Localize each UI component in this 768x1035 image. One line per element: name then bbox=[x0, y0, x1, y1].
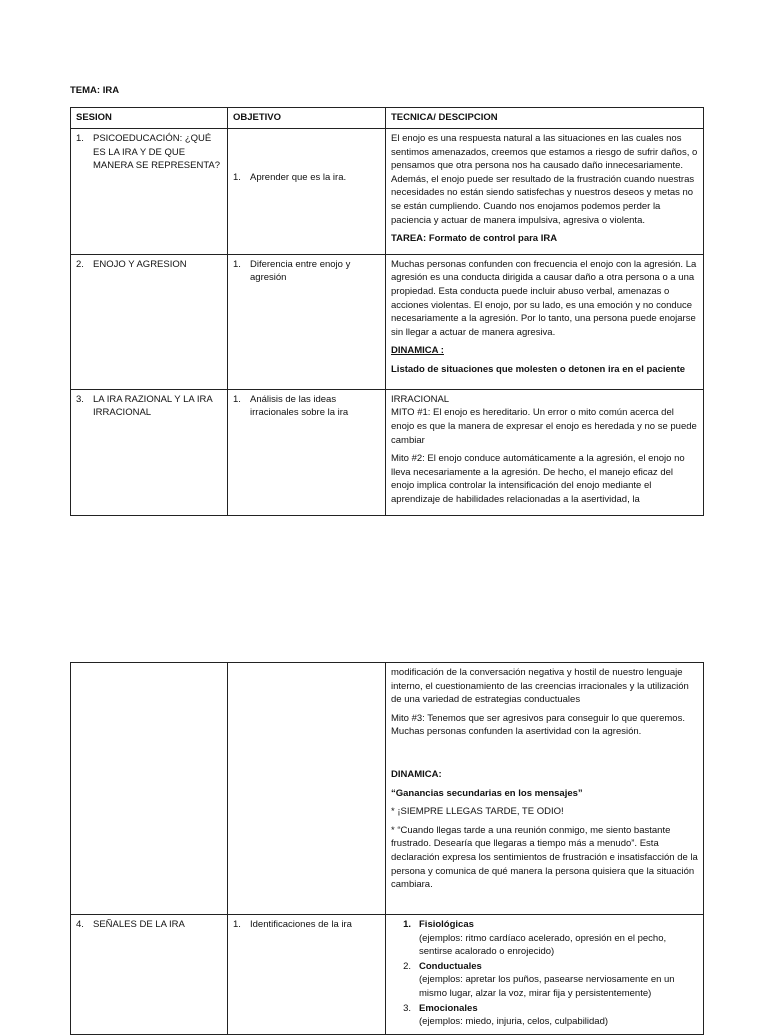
technique-cell bbox=[386, 254, 704, 389]
session-number: 3. bbox=[76, 393, 84, 405]
technique-heading: IRRACIONAL bbox=[391, 393, 450, 405]
technique-cell bbox=[386, 663, 704, 915]
sessions-table bbox=[70, 107, 704, 516]
list-number: 2. bbox=[403, 960, 411, 972]
session-cell bbox=[71, 663, 228, 915]
dynamic-description: Listado de situaciones que molesten o detonen ira en el paciente bbox=[391, 363, 686, 375]
objective-cell bbox=[228, 254, 386, 389]
myth-2-continuation: modificación de la conversación negativa y hostil de nuestro lenguaje interno, el cuestionamiento de las creencias irracionales y la utilización de una variedad de estrategias conductuales bbox=[391, 667, 689, 706]
myth-2: Mito #2: El enojo conduce automáticamente a la agresión, el enojo no lleva necesariamente a la agresión. De hecho, el manejo eficaz del enojo implica controlar la intensificación del enojo mediante el aprendizaje de habilidades relacionadas a la asertividad, la bbox=[391, 453, 685, 505]
list-number: 3. bbox=[403, 1002, 411, 1014]
table-header-row bbox=[71, 108, 704, 129]
list-number: 1. bbox=[403, 919, 411, 930]
objective-cell bbox=[228, 129, 386, 255]
objective-text: Análisis de las ideas irracionales sobre la ira bbox=[250, 393, 349, 419]
dynamic-label: DINAMICA: bbox=[391, 768, 442, 780]
objective-cell bbox=[228, 915, 386, 1035]
session-cell bbox=[71, 129, 228, 255]
session-title: PSICOEDUCACIÓN: ¿QUÉ ES LA IRA Y DE QUE MANERA SE REPRESENTA? bbox=[93, 133, 221, 172]
list-item bbox=[391, 918, 698, 959]
header-tecnica: TECNICA/ DESCIPCION bbox=[386, 108, 704, 129]
session-title: ENOJO Y AGRESION bbox=[93, 258, 187, 270]
sign-description: (ejemplos: apretar los puños, pasearse nerviosamente en un mismo lugar, alzar la voz, mirar fija y persistentemente) bbox=[419, 974, 675, 999]
sign-description: (ejemplos: miedo, injuria, celos, culpabilidad) bbox=[419, 1016, 609, 1028]
table-row bbox=[71, 389, 704, 515]
example-1: * ¡SIEMPRE LLEGAS TARDE, TE ODIO! bbox=[391, 806, 564, 818]
sign-title: Fisiológicas bbox=[419, 919, 474, 930]
objective-number: 1. bbox=[233, 172, 241, 183]
objective-cell bbox=[228, 663, 386, 915]
sign-title: Conductuales bbox=[419, 960, 482, 972]
table-row bbox=[71, 129, 704, 255]
objective-text: Aprender que es la ira. bbox=[250, 172, 347, 183]
objective-text: Identificaciones de la ira bbox=[250, 919, 352, 930]
sign-title: Emocionales bbox=[419, 1002, 478, 1014]
objective-number: 1. bbox=[233, 393, 241, 405]
table-row bbox=[71, 915, 704, 1035]
session-title: LA IRA RAZIONAL Y LA IRA IRRACIONAL bbox=[93, 393, 213, 419]
header-objetivo: OBJETIVO bbox=[228, 108, 386, 129]
session-cell bbox=[71, 254, 228, 389]
session-cell bbox=[71, 389, 228, 515]
myth-1: MITO #1: El enojo es hereditario. Un error o mito común acerca del enojo es que la manera de expresar el enojo es heredada y no se puede cambiar bbox=[391, 407, 697, 446]
list-item bbox=[391, 960, 698, 1001]
technique-paragraph: El enojo es una respuesta natural a las situaciones en las cuales nos sentimos amenazados, creemos que estamos a riesgo de sufrir daños, o pensamos que otra persona nos ha causado daño innecesariamente. Además, el enojo puede ser resultado de la frustración cuando nuestras necesidades no están siendo satisfechas y nuestros deseos y metas no se están cumpliendo. Cuando nos enojamos podemos perder la paciencia y actuar de manera impulsiva, agresiva o violenta. bbox=[391, 133, 698, 226]
header-sesion: SESION bbox=[71, 108, 228, 129]
table-row bbox=[71, 663, 704, 915]
sign-description: (ejemplos: ritmo cardíaco acelerado, opresión en el pecho, sentirse acalorado o enrojecido) bbox=[419, 932, 667, 958]
topic-title: TEMA: IRA bbox=[70, 85, 120, 96]
sessions-table-continued bbox=[70, 662, 704, 1035]
signs-list bbox=[391, 918, 698, 1029]
objective-number: 1. bbox=[233, 919, 241, 930]
example-2: * “Cuando llegas tarde a una reunión conmigo, me siento bastante frustrado. Desearía que llegaras a tiempo más a menudo”. Esta declaración expresa los sentimientos de frustración e insatisfacción de la persona y comunica de qué manera la persona quisiera que la situación cambiara. bbox=[391, 824, 698, 891]
table-row bbox=[71, 254, 704, 389]
technique-cell bbox=[386, 389, 704, 515]
technique-paragraph: Muchas personas confunden con frecuencia el enojo con la agresión. La agresión es una conducta dirigida a causar daño a otra persona o a una propiedad. Esta conducta puede incluir abuso verbal, amenazas o acciones violentas. El enojo, por su lado, es una emoción y no conduce necesariamente a la agresión. Por lo tanto, una persona puede enojarse sin llegar a actuar de manera agresiva. bbox=[391, 258, 697, 338]
session-number: 1. bbox=[76, 133, 84, 144]
homework-label: TAREA: Formato de control para IRA bbox=[391, 233, 558, 245]
objective-cell bbox=[228, 389, 386, 515]
objective-text: Diferencia entre enojo y agresión bbox=[250, 258, 351, 284]
session-number: 4. bbox=[76, 919, 84, 930]
session-cell bbox=[71, 915, 228, 1035]
objective-number: 1. bbox=[233, 258, 241, 270]
technique-cell bbox=[386, 129, 704, 255]
dynamic-title: “Ganancias secundarias en los mensajes” bbox=[391, 787, 583, 799]
technique-cell bbox=[386, 915, 704, 1035]
session-title: SEÑALES DE LA IRA bbox=[93, 919, 185, 930]
session-number: 2. bbox=[76, 258, 84, 270]
myth-3: Mito #3: Tenemos que ser agresivos para conseguir lo que queremos. Muchas personas confunden la asertividad con la agresión. bbox=[391, 712, 685, 738]
list-item bbox=[391, 1002, 698, 1029]
dynamic-label: DINAMICA : bbox=[391, 345, 444, 357]
